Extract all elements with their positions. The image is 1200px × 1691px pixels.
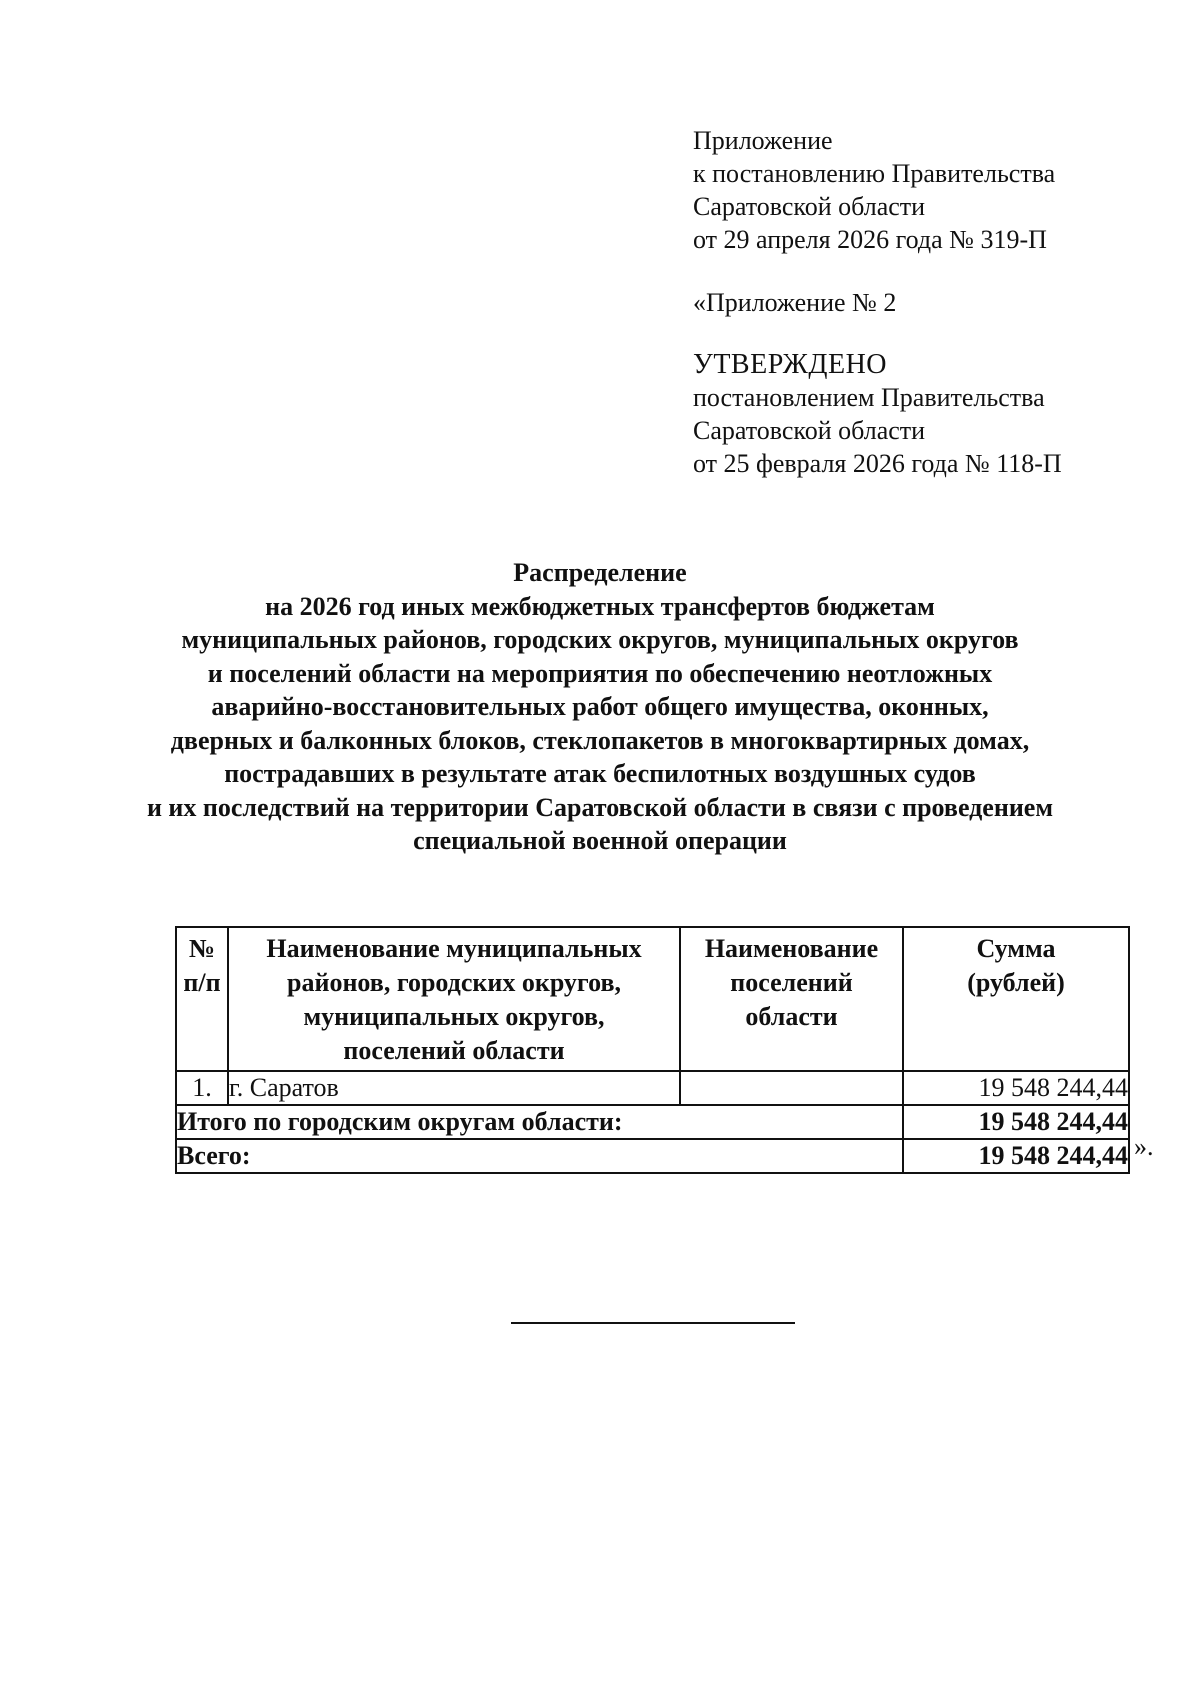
closing-quote: ».: [1134, 1132, 1154, 1161]
header-municipality-line: районов, городских округов,: [287, 968, 621, 997]
title-line: и их последствий на территории Саратовской области в связи с проведением: [146, 792, 1054, 822]
row-number: 1.: [176, 1071, 228, 1105]
header-municipality-line: муниципальных округов,: [303, 1002, 605, 1031]
header-number-line: п/п: [183, 968, 221, 997]
row-sum: 19 548 244,44: [903, 1071, 1129, 1105]
title-line: Распределение: [513, 558, 687, 587]
total-sum: 19 548 244,44: [903, 1139, 1129, 1173]
document-title: [0, 556, 1200, 858]
title-line: и поселений области на мероприятия по обеспечению неотложных: [207, 658, 993, 688]
approved-resolution: постановлением Правительства: [693, 383, 1045, 412]
header-settlement: [680, 927, 903, 1071]
annex-number: «Приложение № 2: [693, 288, 897, 317]
header-number-line: №: [188, 934, 216, 963]
title-line: на 2026 год иных межбюджетных трансфертов бюджетам: [265, 591, 935, 621]
header-sum: [903, 927, 1129, 1071]
subtotal-sum: 19 548 244,44: [903, 1105, 1129, 1139]
row-municipality: г. Саратов: [228, 1071, 680, 1105]
header-municipality-line: Наименование муниципальных: [266, 934, 642, 963]
header-sum-line: Сумма: [976, 934, 1056, 963]
approved-date-number: от 25 февраля 2026 года № 118-П: [693, 449, 1062, 478]
appendix-label: Приложение: [693, 126, 833, 155]
header-municipality: [228, 927, 680, 1071]
table-row: [176, 1071, 1129, 1105]
header-number: [176, 927, 228, 1071]
title-line: специальной военной операции: [413, 826, 787, 855]
appendix-block: [693, 124, 1173, 480]
end-divider: [511, 1322, 795, 1324]
title-line: аварийно-восстановительных работ общего имущества, оконных,: [211, 692, 989, 721]
header-settlement-line: поселений: [730, 968, 853, 997]
table-header-row: [176, 927, 1129, 1071]
header-sum-line: (рублей): [967, 968, 1065, 997]
distribution-table: [175, 926, 1130, 1174]
approved-region: Саратовской области: [693, 416, 926, 445]
subtotal-label: Итого по городским округам области:: [176, 1105, 903, 1139]
total-row: [176, 1139, 1129, 1173]
header-settlement-line: области: [745, 1002, 838, 1031]
appendix-date-number: от 29 апреля 2026 года № 319-П: [693, 225, 1047, 254]
total-label: Всего:: [176, 1139, 903, 1173]
title-line: муниципальных районов, городских округов, муниципальных округов: [181, 625, 1019, 654]
row-settlement: [680, 1071, 903, 1105]
appendix-resolution-ref: к постановлению Правительства: [693, 159, 1056, 188]
title-line: пострадавших в результате атак беспилотных воздушных судов: [224, 759, 976, 788]
subtotal-row: [176, 1105, 1129, 1139]
approved-stamp-text: УТВЕРЖДЕНО: [693, 349, 888, 380]
header-settlement-line: Наименование: [704, 934, 879, 963]
title-line: дверных и балконных блоков, стеклопакетов в многоквартирных домах,: [170, 725, 1030, 755]
appendix-region: Саратовской области: [693, 192, 926, 221]
header-municipality-line: поселений области: [343, 1036, 565, 1065]
